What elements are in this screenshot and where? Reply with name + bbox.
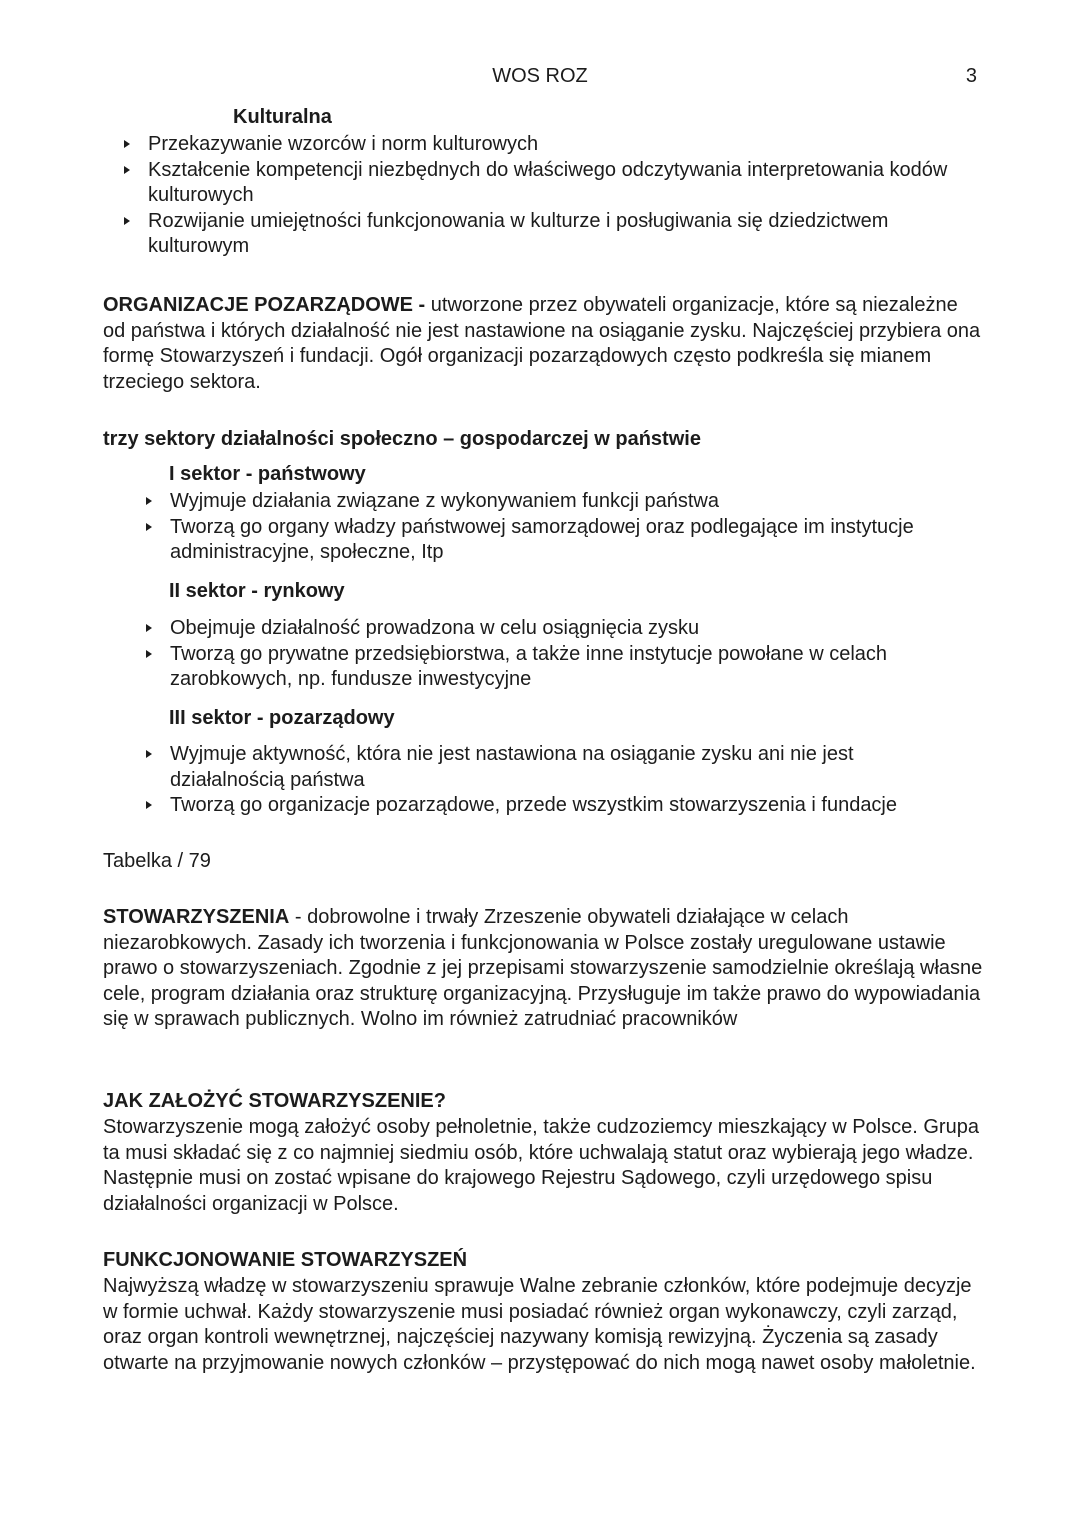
list-item: Tworzą go prywatne przedsiębiorstwa, a także inne instytucje powołane w celach zarobkowych, np. fundusze inwestycyjne [170,642,970,693]
stowarzyszenia-text: - dobrowolne i trwały Zrzeszenie obywateli działające w celach niezarobkowych. Zasady ich tworzenia i funkcjonowania w Polsce zostały uregulowane ustawie prawo o stowarzyszeniach. Zgodnie z jej przepisami stowarzyszenie samodzielnie określają własne cele, program działania oraz strukturę organizacyjną. Przysługuje im także prawo do wypowiadania się w sprawach publicznych. Wolno im również zatrudniać pracowników [103,906,983,1030]
ngo-text: utworzone przez obywateli organizacje, które są niezależne od państwa i których działalność nie jest nastawione na osiąganie zysku. Najczęściej przybiera ona formę Stowarzyszeń i fundacji. Ogół organizacji pozarządowych często podkreśla się mianem trzeciego sektora. [103,294,981,393]
kulturalna-list [148,132,978,260]
bullet-icon [124,217,130,225]
bullet-icon [146,650,152,658]
sector-3-title: III sektor - pozarządowy [169,707,395,729]
sector-3-list [170,742,950,819]
funkcjonowanie-heading: FUNKCJONOWANIE STOWARZYSZEŃ [103,1249,468,1271]
bullet-icon [146,624,152,632]
funkcjonowanie-text: Najwyższą władzę w stowarzyszeniu sprawuje Walne zebranie członków, które podejmuje decyzje w formie uchwał. Każdy stowarzyszenie musi posiadać również organ wykonawczy, czyli zarząd, oraz organ kontroli wewnętrznej, najczęściej nazywany komisją rewizyjną. Życzenia są zasady otwarte na przyjmowanie nowych członków – przystępować do nich mogą nawet osoby małoletnie. [103,1275,976,1374]
list-item: Wyjmuje działania związane z wykonywaniem funkcji państwa [170,489,970,515]
list-item: Kształcenie kompetencji niezbędnych do właściwego odczytywania interpretowania kodów kulturowych [148,158,978,209]
list-item: Obejmuje działalność prowadzona w celu osiągnięcia zysku [170,616,970,642]
tabelka-reference: Tabelka / 79 [103,850,211,872]
sector-1-list [170,489,970,566]
document-title: WOS ROZ [492,65,588,87]
list-item: Tworzą go organy władzy państwowej samorządowej oraz podlegające im instytucje administracyjne, społeczne, Itp [170,515,970,566]
list-item: Wyjmuje aktywność, która nie jest nastawiona na osiąganie zysku ani nie jest działalnością państwa [170,742,950,793]
bullet-icon [146,523,152,531]
kulturalna-heading: Kulturalna [233,106,332,128]
page-number: 3 [965,65,977,87]
list-item: Tworzą go organizacje pozarządowe, przede wszystkim stowarzyszenia i fundacje [170,793,950,819]
jak-zalozyc-text: Stowarzyszenie mogą założyć osoby pełnoletnie, także cudzoziemcy mieszkający w Polsce. Grupa ta musi składać się z co najmniej siedmiu osób, które uchwalają statut oraz wybierają jego władze. Następnie musi on zostać wpisane do krajowego Rejestru Sądowego, czyli urzędowego spisu działalności organizacji w Polsce. [103,1116,979,1215]
ngo-term: ORGANIZACJE POZARZĄDOWE - [103,294,426,316]
bullet-icon [124,166,130,174]
jak-zalozyc-heading: JAK ZAŁOŻYĆ STOWARZYSZENIE? [103,1090,446,1112]
bullet-icon [146,497,152,505]
stowarzyszenia-term: STOWARZYSZENIA [103,906,290,928]
bullet-icon [146,801,152,809]
list-item: Przekazywanie wzorców i norm kulturowych [148,132,978,158]
sector-2-list [170,616,970,693]
sector-1-title: I sektor - państwowy [169,463,366,485]
bullet-icon [146,750,152,758]
stowarzyszenia-definition [103,905,983,1033]
sectors-heading: trzy sektory działalności społeczno – gospodarczej w państwie [103,428,701,450]
ngo-definition [103,293,983,395]
list-item: Rozwijanie umiejętności funkcjonowania w kulturze i posługiwania się dziedzictwem kulturowym [148,209,978,260]
page-header [0,64,1080,90]
sector-2-title: II sektor - rynkowy [169,580,345,602]
bullet-icon [124,140,130,148]
